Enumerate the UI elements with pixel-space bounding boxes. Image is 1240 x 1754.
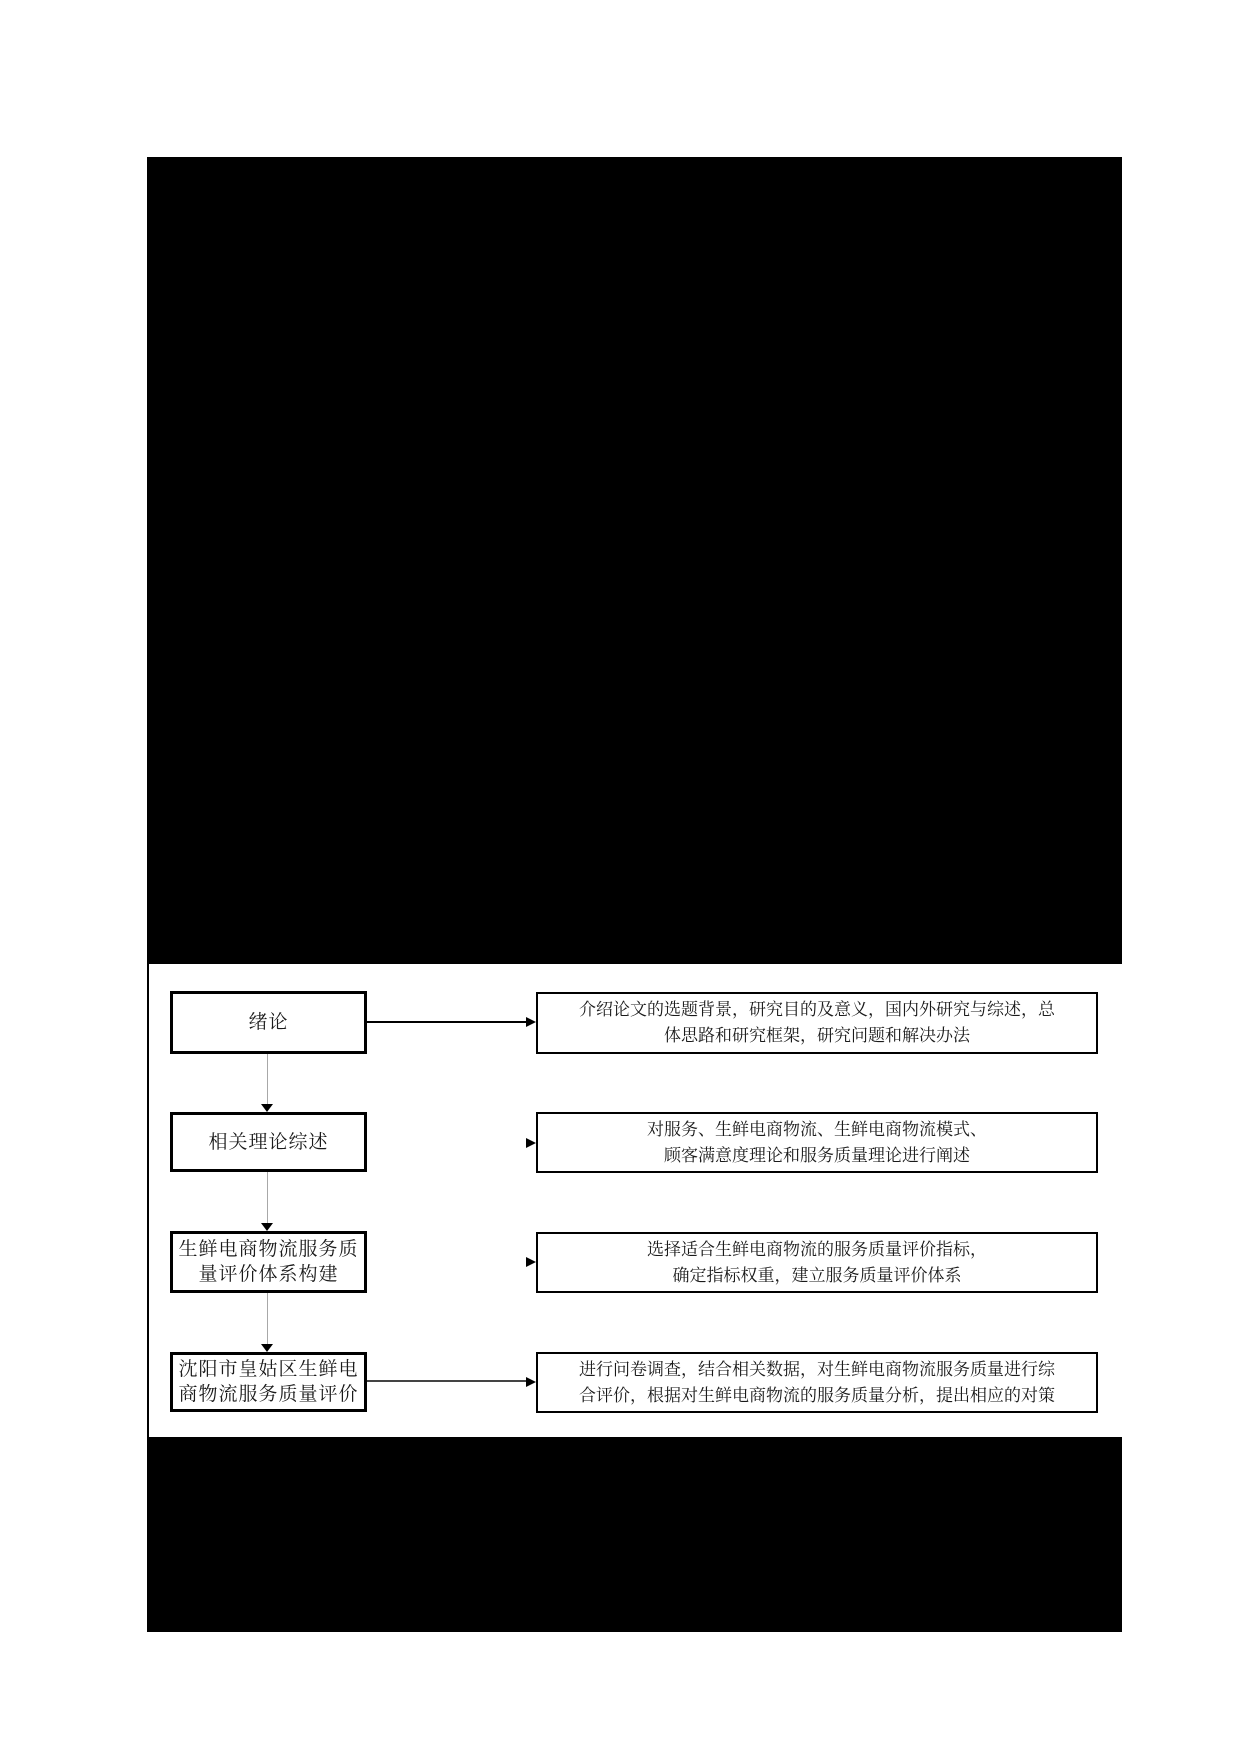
desc-box-huanggu-evaluation [536, 1352, 1098, 1413]
stage-label: 沈阳市皇姑区生鲜电 [178, 1359, 359, 1380]
arrowhead-right-row2-icon [526, 1138, 536, 1148]
desc-box-evaluation-system [536, 1232, 1098, 1293]
desc-text: 对服务、生鲜电商物流、生鲜电商物流模式、 [647, 1119, 987, 1139]
stage-label: 相关理论综述 [208, 1131, 329, 1153]
stage-label: 量评价体系构建 [198, 1264, 339, 1285]
arrowhead-down-v3-icon [261, 1344, 273, 1352]
figure-left-border [147, 964, 149, 1437]
arrowhead-right-row4-icon [526, 1377, 536, 1387]
arrowhead-down-v1-icon [261, 1104, 273, 1112]
desc-text: 选择适合生鲜电商物流的服务质量评价指标， [647, 1239, 987, 1259]
arrowhead-right-row3-icon [526, 1257, 536, 1267]
desc-text: 介绍论文的选题背景，研究目的及意义，国内外研究与综述，总 [579, 1000, 1055, 1019]
redacted-block-bottom [147, 1437, 1122, 1632]
desc-text: 体思路和研究框架，研究问题和解决办法 [664, 1026, 970, 1045]
stage-box-introduction [170, 991, 367, 1054]
stage-label: 绪论 [248, 1012, 289, 1033]
stage-label: 商物流服务质量评价 [178, 1384, 359, 1405]
stage-box-theory-review [170, 1112, 367, 1172]
connector-line-v3 [267, 1293, 268, 1344]
desc-text: 合评价，根据对生鲜电商物流的服务质量分析，提出相应的对策 [579, 1385, 1055, 1405]
redacted-block-top [147, 157, 1122, 964]
stage-box-evaluation-system [170, 1231, 367, 1293]
arrowhead-down-v2-icon [261, 1223, 273, 1231]
stage-label: 生鲜电商物流服务质 [178, 1239, 359, 1260]
connector-line-v1 [267, 1054, 268, 1104]
desc-text: 顾客满意度理论和服务质量理论进行阐述 [664, 1145, 970, 1165]
desc-box-introduction [536, 992, 1098, 1054]
stage-box-huanggu-evaluation [170, 1352, 367, 1412]
arrowhead-right-row1-icon [526, 1017, 536, 1027]
desc-text: 进行问卷调查，结合相关数据，对生鲜电商物流服务质量进行综 [579, 1359, 1055, 1379]
connector-line-row4 [367, 1380, 526, 1382]
desc-box-theory-review [536, 1112, 1098, 1173]
desc-text: 确定指标权重，建立服务质量评价体系 [672, 1265, 962, 1285]
connector-line-v2 [267, 1172, 268, 1223]
connector-line-row1 [367, 1021, 526, 1023]
